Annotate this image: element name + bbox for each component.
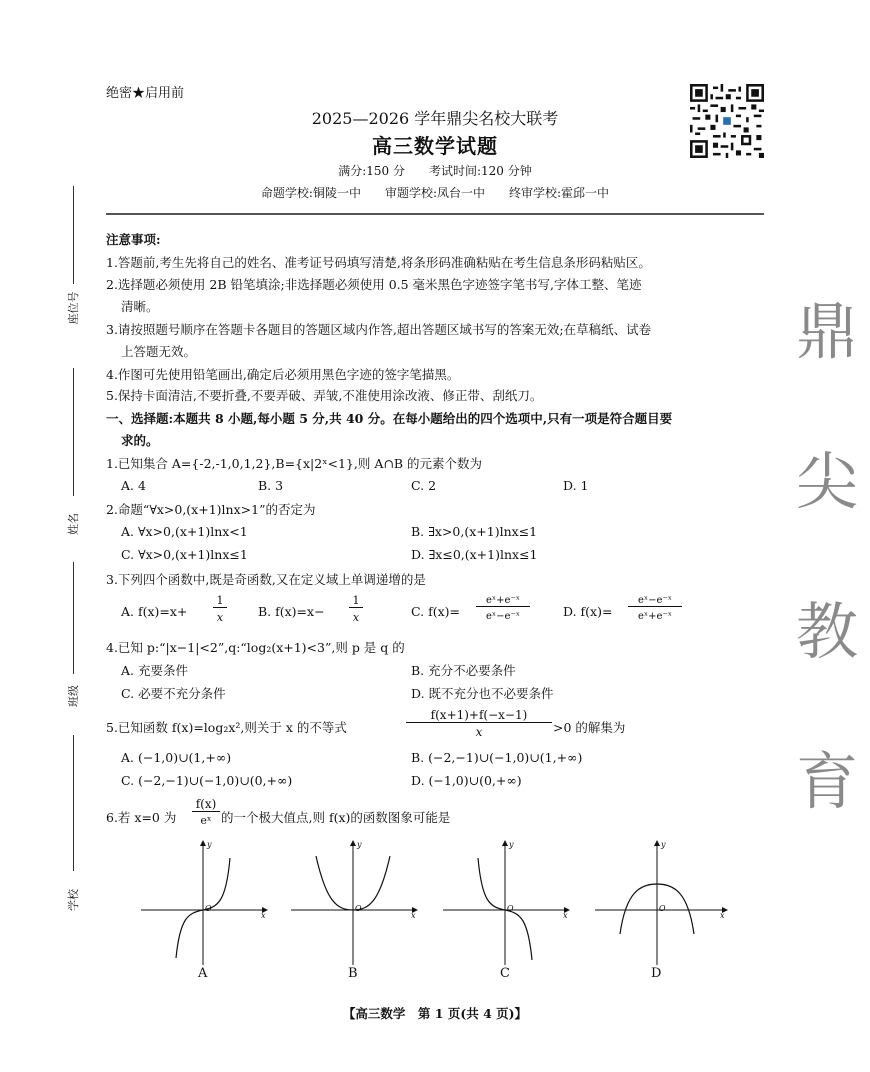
graph-c-origin: O <box>507 904 514 913</box>
section-heading: 一、选择题:本题共 8 小题,每小题 5 分,共 40 分。在每小题给出的四个选项中,只有一项是符合题目要 <box>106 411 673 426</box>
page-footer: 【高三数学 第 1 页(共 4 页)】 <box>342 1006 528 1021</box>
q5-option-b: B. (−2,−1)∪(−1,0)∪(1,+∞) <box>411 750 583 765</box>
q3-option-b: B. f(x)=x− <box>258 604 325 619</box>
notice-line: 1.答题前,考生先将自己的姓名、准考证号码填写清楚,将条形码准确粘贴在考生信息条形码粘贴区。 <box>106 255 651 270</box>
confidential-label: 绝密★启用前 <box>106 86 185 101</box>
notice-line: 5.保持卡面清洁,不要折叠,不要弄破、弄皱,不准使用涂改液、修正带、刮纸刀。 <box>106 388 543 403</box>
graph-a-y-label: y <box>207 840 212 849</box>
q1-option-a: A. 4 <box>121 478 146 493</box>
notice-line: 3.请按照题号顺序在答题卡各题目的答题区域内作答,超出答题区域书写的答案无效;在草稿纸、试卷 <box>106 322 652 337</box>
side-line-4 <box>73 735 74 871</box>
graph-d-y-label: y <box>661 840 666 849</box>
q1-stem: 1.已知集合 A={-2,-1,0,1,2},B={x|2ˣ<1},则 A∩B 的元素个数为 <box>106 456 482 471</box>
graph-a-x-label: x <box>261 911 266 920</box>
q5-stem-post: >0 的解集为 <box>553 720 626 735</box>
q4-option-a: A. 充要条件 <box>121 663 188 678</box>
q3-option-c: C. f(x)= <box>411 604 460 619</box>
graph-b-origin: O <box>355 904 362 913</box>
q2-option-d: D. ∃x≤0,(x+1)lnx≤1 <box>411 547 538 562</box>
q2-option-c: C. ∀x>0,(x+1)lnx≤1 <box>121 547 248 562</box>
graph-c <box>440 838 570 968</box>
seat-label: 座位号 <box>67 291 80 325</box>
score-time-info: 满分:150 分 考试时间:120 分钟 <box>338 164 532 178</box>
graph-b-y-label: y <box>357 840 362 849</box>
graph-c-label: C <box>500 966 510 981</box>
graph-a <box>138 838 268 968</box>
q3-option-a: A. f(x)=x+ <box>121 604 188 619</box>
q6-numerator: f(x) <box>192 797 220 812</box>
q5-option-a: A. (−1,0)∪(1,+∞) <box>121 750 232 765</box>
q1-option-d: D. 1 <box>563 478 589 493</box>
q5-numerator: f(x+1)+f(−x−1) <box>406 708 552 723</box>
q3-a-denominator: x <box>216 611 224 624</box>
watermark-char-3: 教 <box>796 595 859 668</box>
q3-a-numerator: 1 <box>213 594 227 608</box>
q4-option-c: C. 必要不充分条件 <box>121 686 226 701</box>
q3-b-numerator: 1 <box>349 594 363 608</box>
side-line-1 <box>73 186 74 284</box>
q3-c-denominator: eˣ−e⁻ˣ <box>486 611 520 622</box>
q2-option-a: A. ∀x>0,(x+1)lnx<1 <box>121 524 248 539</box>
q6-stem-pre: 6.若 x=0 为 <box>106 810 177 825</box>
q1-option-b: B. 3 <box>258 478 284 493</box>
schools-info: 命题学校:铜陵一中 审题学校:凤台一中 终审学校:霍邱一中 <box>260 186 610 200</box>
q5-option-d: D. (−1,0)∪(0,+∞) <box>411 773 522 788</box>
q3-option-d: D. f(x)= <box>563 604 613 619</box>
class-label: 班级 <box>67 685 80 707</box>
q5-denominator: x <box>475 725 483 739</box>
graph-d-x-label: x <box>720 911 725 920</box>
graph-b <box>288 838 418 968</box>
q5-stem-pre: 5.已知函数 f(x)=log₂x²,则关于 x 的不等式 <box>106 720 347 735</box>
exam-subtitle: 高三数学试题 <box>372 134 498 158</box>
q3-d-numerator: eˣ−e⁻ˣ <box>628 595 682 607</box>
q2-stem: 2.命题“∀x>0,(x+1)lnx>1”的否定为 <box>106 502 316 517</box>
graph-d-label: D <box>651 966 662 981</box>
q5-option-c: C. (−2,−1)∪(−1,0)∪(0,+∞) <box>121 773 293 788</box>
qr-code-icon <box>690 84 764 158</box>
notice-heading: 注意事项: <box>106 232 161 247</box>
graph-c-y-label: y <box>509 840 514 849</box>
q6-denominator: eˣ <box>200 814 212 827</box>
q1-option-c: C. 2 <box>411 478 437 493</box>
name-label: 姓名 <box>67 513 80 535</box>
exam-title: 2025—2026 学年鼎尖名校大联考 <box>311 109 559 128</box>
q3-d-denominator: eˣ+e⁻ˣ <box>638 611 672 622</box>
graph-b-x-label: x <box>411 911 416 920</box>
q3-stem: 3.下列四个函数中,既是奇函数,又在定义域上单调递增的是 <box>106 572 426 587</box>
side-line-2 <box>73 368 74 496</box>
watermark-char-4: 育 <box>796 745 859 818</box>
watermark-char-2: 尖 <box>796 445 859 518</box>
q4-option-b: B. 充分不必要条件 <box>411 663 516 678</box>
q4-option-d: D. 既不充分也不必要条件 <box>411 686 554 701</box>
watermark-char-1: 鼎 <box>796 295 859 368</box>
notice-line: 2.选择题必须使用 2B 铅笔填涂;非选择题必须使用 0.5 毫米黑色字迹签字笔书写,字体工整、笔迹 <box>106 277 642 292</box>
graph-a-origin: O <box>205 904 212 913</box>
q3-c-numerator: eˣ+e⁻ˣ <box>476 595 530 607</box>
q4-stem: 4.已知 p:“|x−1|<2”,q:“log₂(x+1)<3”,则 p 是 q 的 <box>106 640 405 655</box>
notice-line: 上答题无效。 <box>121 344 197 359</box>
q6-stem-post: 的一个极大值点,则 f(x)的函数图象可能是 <box>221 810 451 825</box>
section-heading-cont: 求的。 <box>121 433 159 448</box>
graph-a-label: A <box>198 966 208 981</box>
graph-b-label: B <box>348 966 358 981</box>
q3-b-denominator: x <box>352 611 360 624</box>
header-divider <box>106 213 764 215</box>
side-line-3 <box>73 562 74 674</box>
graph-d <box>592 838 730 968</box>
graph-d-origin: O <box>659 904 666 913</box>
q2-option-b: B. ∃x>0,(x+1)lnx≤1 <box>411 524 538 539</box>
notice-line: 清晰。 <box>121 299 159 314</box>
notice-line: 4.作图可先使用铅笔画出,确定后必须用黑色字迹的签字笔描黑。 <box>106 367 460 382</box>
graph-c-x-label: x <box>563 911 568 920</box>
school-label: 学校 <box>67 889 80 911</box>
